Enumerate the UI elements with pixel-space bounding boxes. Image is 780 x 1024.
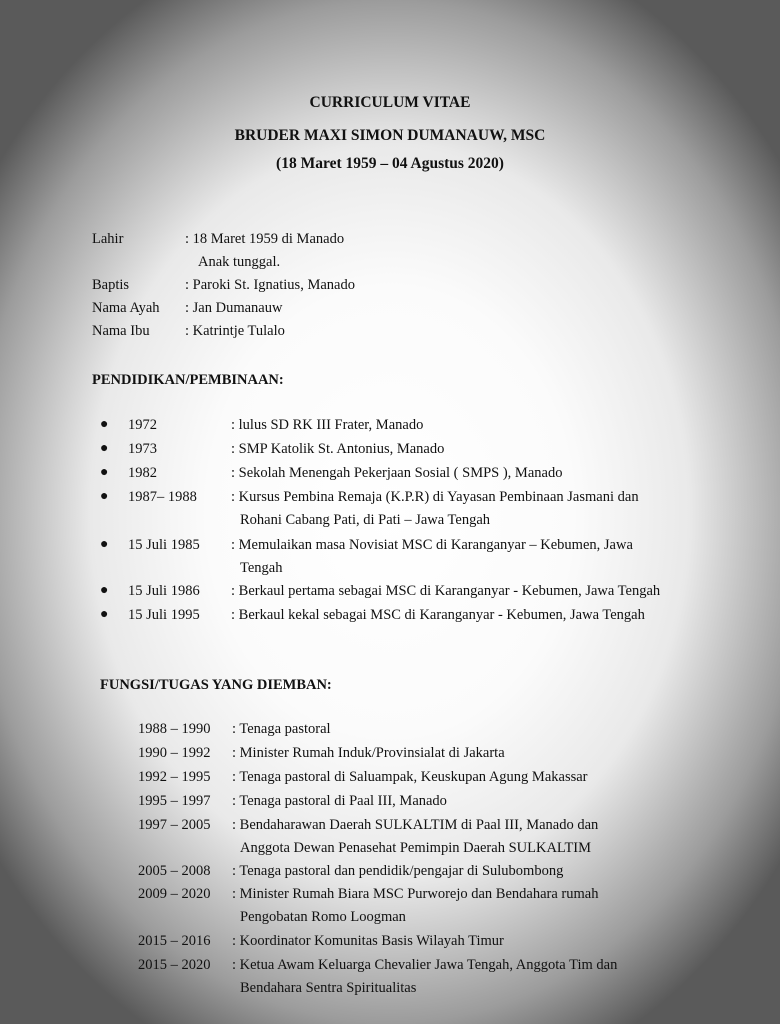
bullet-icon: ● xyxy=(100,537,109,552)
bullet-icon: ● xyxy=(100,607,109,622)
bullet-icon: ● xyxy=(100,465,109,480)
function-text-cont: Bendahara Sentra Spiritualitas xyxy=(240,980,417,996)
personal-value: : 18 Maret 1959 di Manado xyxy=(185,231,345,247)
education-year: 15 Juli 1985 xyxy=(128,537,200,553)
function-years: 1992 – 1995 xyxy=(138,769,211,785)
education-text: : Berkaul kekal sebagai MSC di Karanganyar - Kebumen, Jawa Tengah xyxy=(231,607,645,623)
education-text: : Sekolah Menengah Pekerjaan Sosial ( SMPS ), Manado xyxy=(231,465,563,481)
life-dates: (18 Maret 1959 – 04 Agustus 2020) xyxy=(276,155,504,172)
bullet-icon: ● xyxy=(100,583,109,598)
function-years: 2005 – 2008 xyxy=(138,863,211,879)
function-text: : Tenaga pastoral xyxy=(232,721,331,737)
function-years: 2015 – 2020 xyxy=(138,957,211,973)
function-years: 1997 – 2005 xyxy=(138,817,211,833)
personal-value: : Paroki St. Ignatius, Manado xyxy=(185,277,355,293)
function-years: 1990 – 1992 xyxy=(138,745,211,761)
personal-value: : Katrintje Tulalo xyxy=(185,323,285,339)
personal-label: Lahir xyxy=(92,231,124,247)
bullet-icon: ● xyxy=(100,417,109,432)
personal-label: Baptis xyxy=(92,277,130,293)
education-year: 1987– 1988 xyxy=(128,489,197,505)
function-text: : Ketua Awam Keluarga Chevalier Jawa Tengah, Anggota Tim dan xyxy=(232,957,618,973)
education-year: 15 Juli 1986 xyxy=(128,583,200,599)
function-years: 2009 – 2020 xyxy=(138,886,211,902)
education-text-cont: Tengah xyxy=(240,560,283,576)
education-year: 1972 xyxy=(128,417,157,433)
bullet-icon: ● xyxy=(100,441,109,456)
document-title: CURRICULUM VITAE xyxy=(309,94,471,111)
personal-label: Nama Ibu xyxy=(92,323,150,339)
function-text: : Tenaga pastoral dan pendidik/pengajar di Sulubombong xyxy=(232,863,564,879)
function-text: : Koordinator Komunitas Basis Wilayah Timur xyxy=(232,933,504,949)
personal-extra: Anak tunggal. xyxy=(198,254,281,270)
education-heading: PENDIDIKAN/PEMBINAAN: xyxy=(92,372,284,388)
education-year: 15 Juli 1995 xyxy=(128,607,200,623)
functions-heading: FUNGSI/TUGAS YANG DIEMBAN: xyxy=(100,677,332,693)
personal-label: Nama Ayah xyxy=(92,300,160,316)
education-year: 1973 xyxy=(128,441,157,457)
function-text: : Minister Rumah Induk/Provinsialat di Jakarta xyxy=(232,745,505,761)
function-text: : Tenaga pastoral di Paal III, Manado xyxy=(232,793,447,809)
function-years: 1988 – 1990 xyxy=(138,721,211,737)
education-text: : lulus SD RK III Frater, Manado xyxy=(231,417,424,433)
education-text-cont: Rohani Cabang Pati, di Pati – Jawa Tengah xyxy=(240,512,491,528)
function-text-cont: Anggota Dewan Penasehat Pemimpin Daerah SULKALTIM xyxy=(240,840,592,856)
education-year: 1982 xyxy=(128,465,157,481)
function-text: : Tenaga pastoral di Saluampak, Keuskupan Agung Makassar xyxy=(232,769,588,785)
personal-value: : Jan Dumanauw xyxy=(185,300,283,316)
function-text-cont: Pengobatan Romo Loogman xyxy=(240,909,406,925)
education-text: : Kursus Pembina Remaja (K.P.R) di Yayasan Pembinaan Jasmani dan xyxy=(231,489,639,505)
function-years: 1995 – 1997 xyxy=(138,793,211,809)
education-text: : Berkaul pertama sebagai MSC di Karanganyar - Kebumen, Jawa Tengah xyxy=(231,583,661,599)
education-text: : Memulaikan masa Novisiat MSC di Karanganyar – Kebumen, Jawa xyxy=(231,537,633,553)
bullet-icon: ● xyxy=(100,489,109,504)
function-text: : Minister Rumah Biara MSC Purworejo dan Bendahara rumah xyxy=(232,886,599,902)
function-text: : Bendaharawan Daerah SULKALTIM di Paal III, Manado dan xyxy=(232,817,599,833)
person-name: BRUDER MAXI SIMON DUMANAUW, MSC xyxy=(234,127,546,144)
education-text: : SMP Katolik St. Antonius, Manado xyxy=(231,441,445,457)
function-years: 2015 – 2016 xyxy=(138,933,211,949)
